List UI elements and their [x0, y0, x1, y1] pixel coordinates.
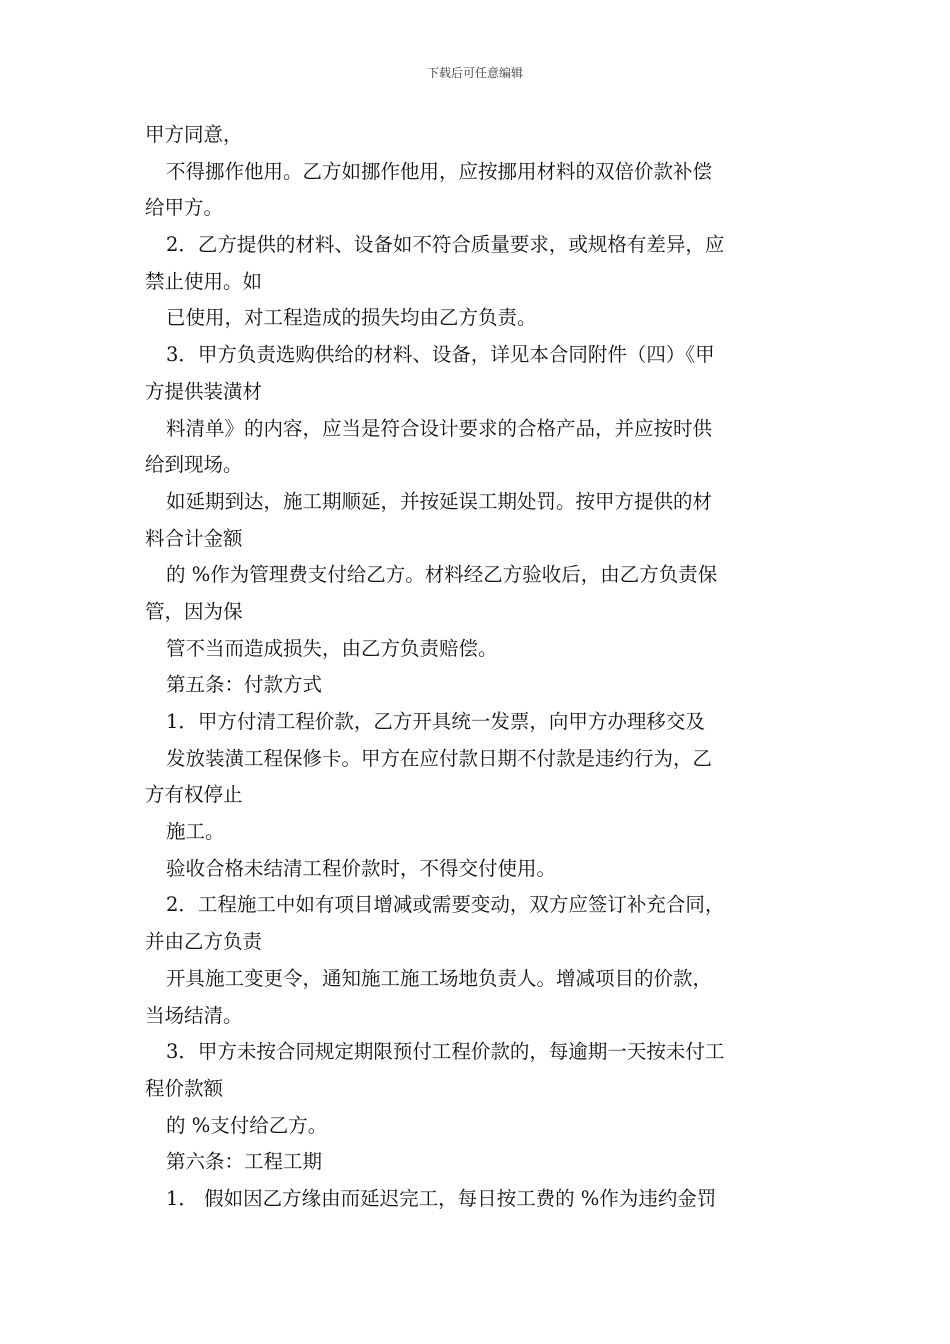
text-line: 的 %作为管理费支付给乙方。材料经乙方验收后，由乙方负责保: [166, 563, 718, 587]
text-line: 1．甲方付清工程价款，乙方开具统一发票，向甲方办理移交及: [166, 710, 705, 733]
text-line: 料清单》的内容，应当是符合设计要求的合格产品，并应按时供: [166, 416, 713, 440]
text-line: 验收合格未结清工程价款时，不得交付使用。: [166, 856, 557, 880]
page-header: 下载后可任意编辑: [426, 66, 523, 80]
text-line: 不得挪作他用。乙方如挪作他用，应按挪用材料的双倍价款补偿: [166, 159, 713, 183]
text-line: 已使用，对工程造成的损失均由乙方负责。: [166, 306, 537, 330]
text-line: 并由乙方负责: [145, 930, 263, 954]
text-line: 施工。: [166, 820, 225, 844]
text-line: 发放装潢工程保修卡。甲方在应付款日期不付款是违约行为，乙: [166, 746, 713, 770]
text-line: 2．乙方提供的材料、设备如不符合质量要求，或规格有差异，应: [166, 233, 725, 257]
text-line: 3．甲方未按合同规定期限预付工程价款的，每逾期一天按未付工: [166, 1040, 725, 1064]
text-line: 3．甲方负责选购供给的材料、设备，详见本合同附件（四）《甲: [166, 343, 715, 367]
text-line: 方有权停止: [145, 783, 243, 807]
text-line: 2．工程施工中如有项目增减或需要变动，双方应签订补充合同，: [166, 893, 725, 917]
text-line: 禁止使用。如: [145, 269, 263, 293]
text-line: 给到现场。: [145, 453, 243, 477]
text-line: 给甲方。: [145, 196, 224, 220]
text-line: 程价款额: [145, 1076, 224, 1100]
text-line: 如延期到达，施工期顺延，并按延误工期处罚。按甲方提供的材: [166, 489, 713, 513]
text-line: 管，因为保: [145, 599, 243, 623]
text-line: 的 %支付给乙方。: [166, 1113, 328, 1137]
text-line: 当场结清。: [145, 1003, 243, 1027]
text-line: 甲方同意，: [145, 123, 243, 146]
text-line: 第六条：工程工期: [166, 1150, 323, 1174]
text-line: 第五条：付款方式: [166, 673, 323, 697]
text-line: 开具施工变更令，通知施工施工场地负责人。增减项目的价款，: [166, 966, 713, 990]
document-body: [145, 117, 810, 1218]
text-line: 料合计金额: [145, 526, 243, 550]
text-line: 方提供装潢材: [145, 379, 263, 403]
text-line: 管不当而造成损失，由乙方负责赔偿。: [166, 636, 498, 660]
text-line: 1． 假如因乙方缘由而延迟完工，每日按工费的 %作为违约金罚: [166, 1186, 717, 1210]
